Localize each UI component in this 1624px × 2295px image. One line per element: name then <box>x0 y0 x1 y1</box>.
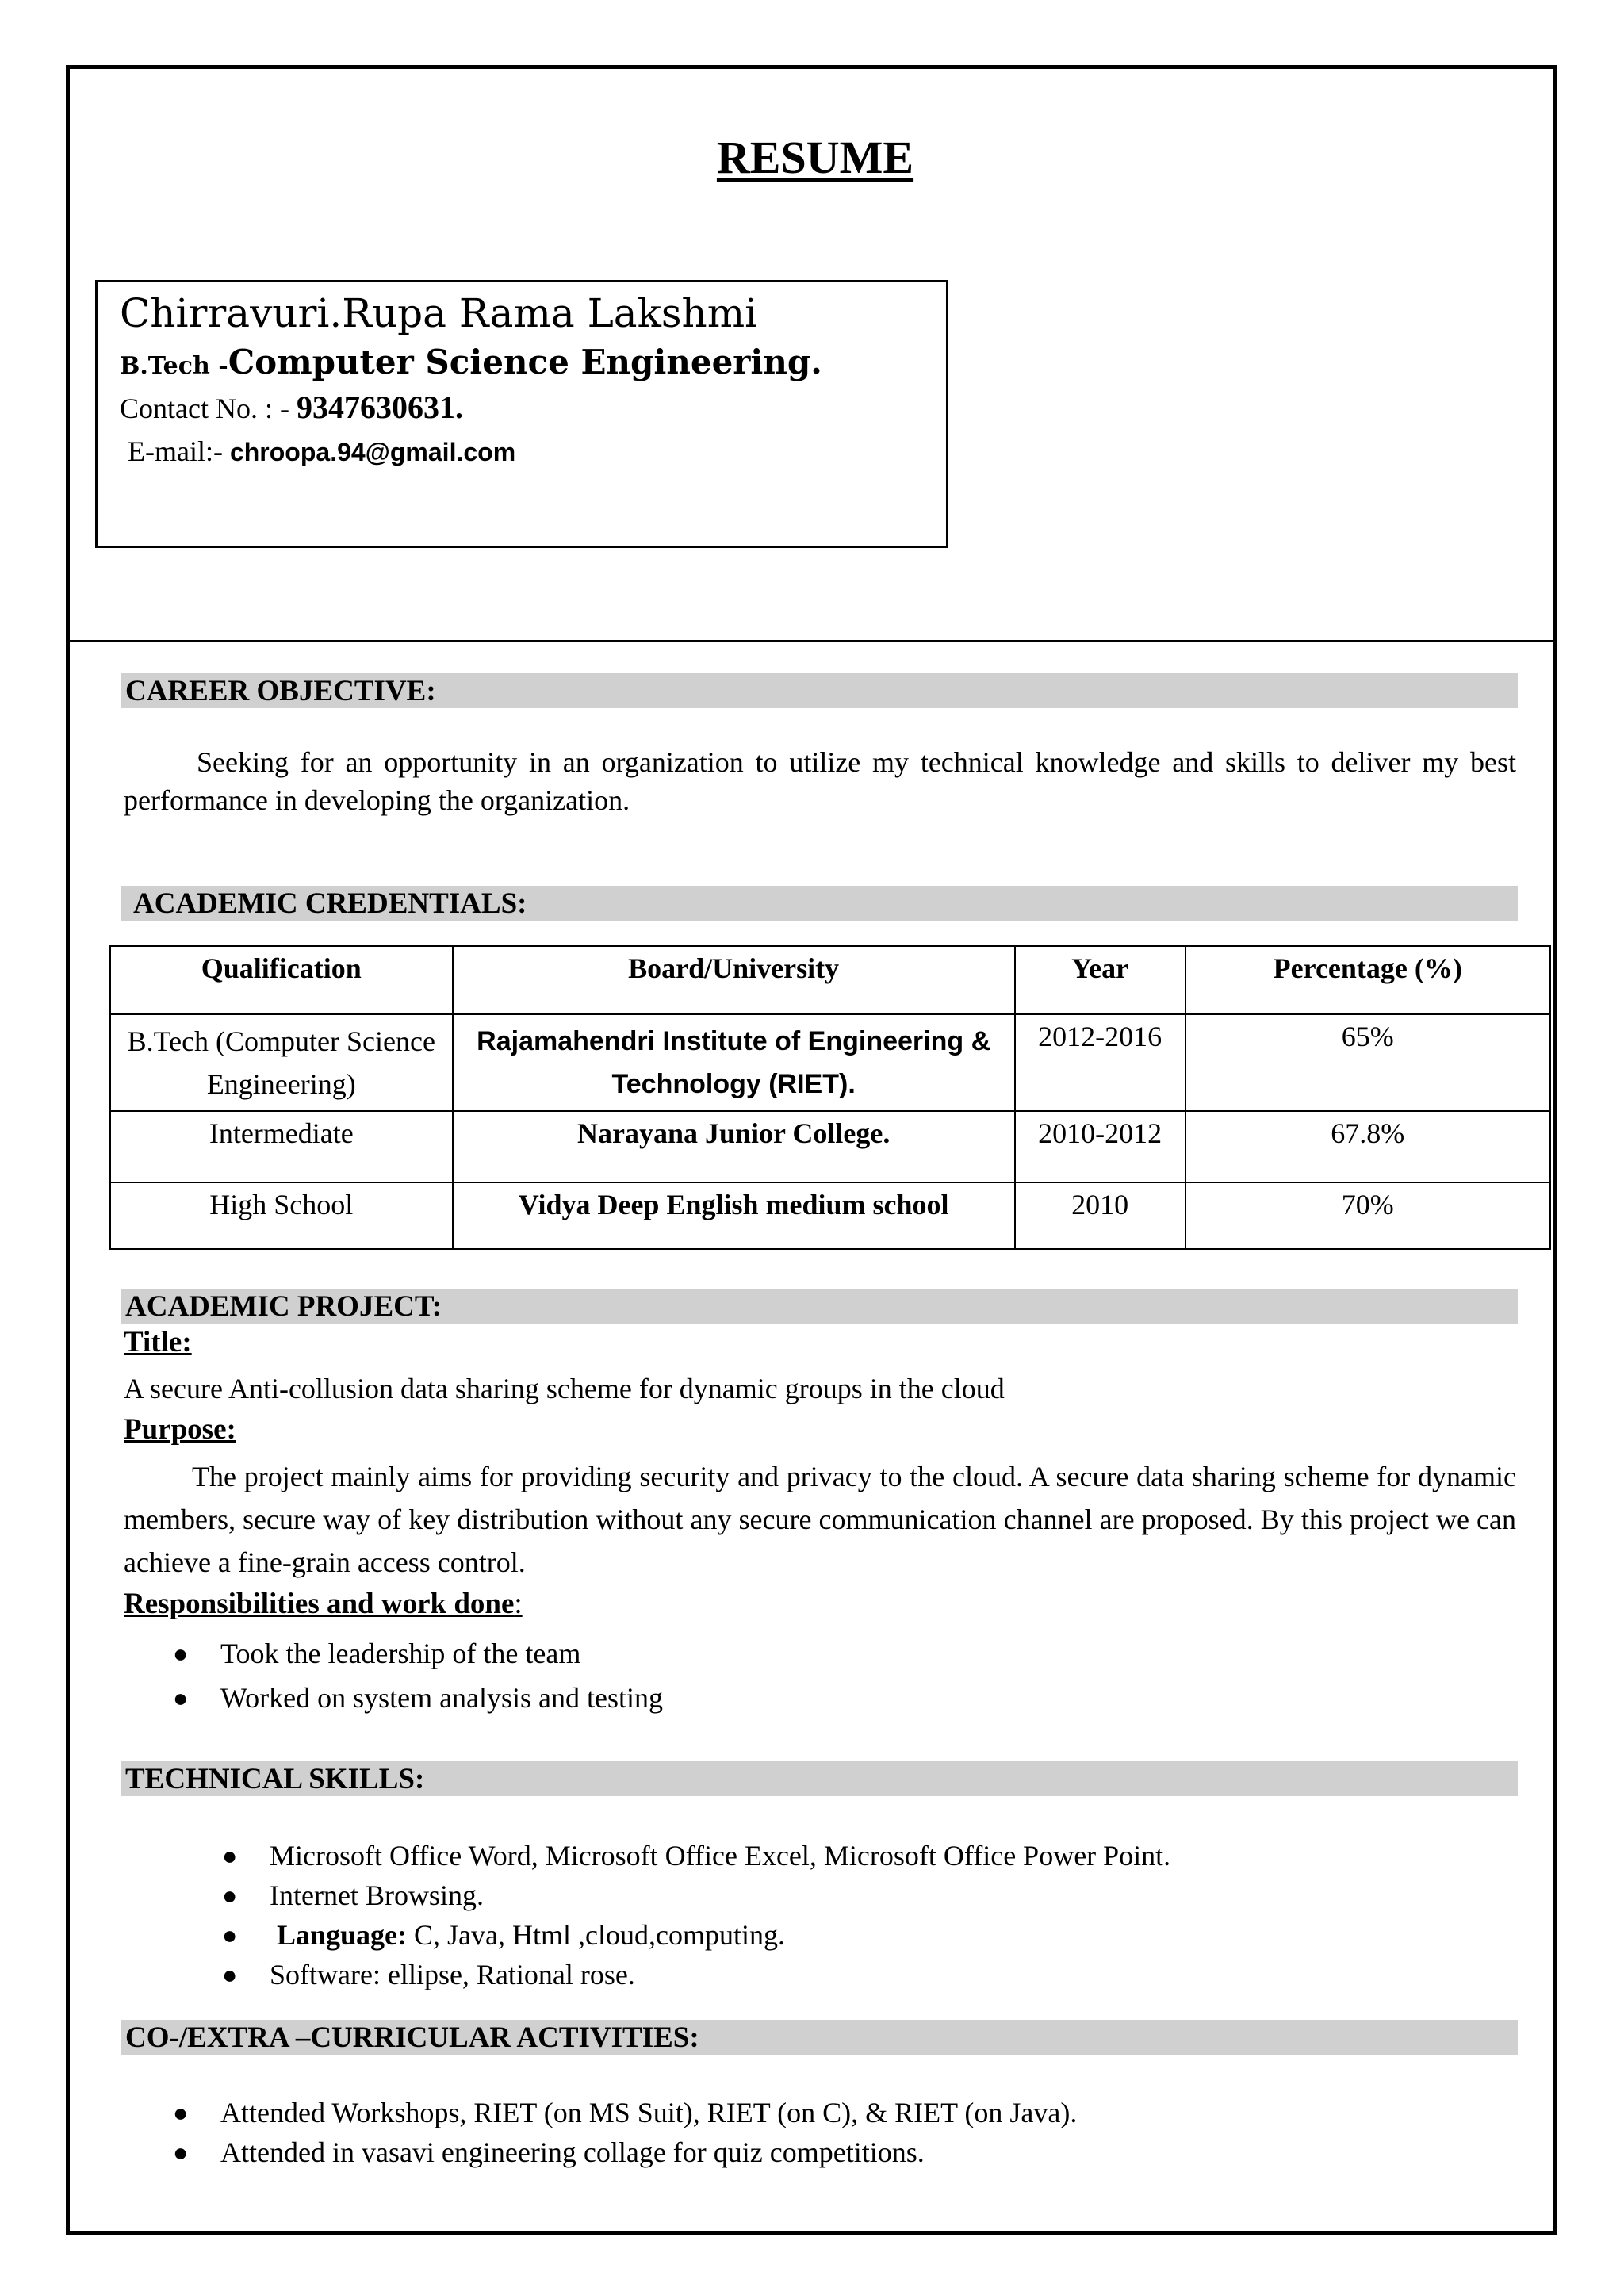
project-title-text: A secure Anti-collusion data sharing scheme for dynamic groups in the cloud <box>124 1373 1005 1404</box>
bullet-icon: ● <box>173 2138 189 2167</box>
activities-list <box>173 2093 1078 2172</box>
responsibilities-list <box>173 1631 664 1720</box>
list-item: ● Attended Workshops, RIET (on MS Suit), RIET (on C), & RIET (on Java). <box>220 2093 1077 2132</box>
board-cell: Narayana Junior College. <box>453 1111 1015 1182</box>
qualification-cell: B.Tech (Computer Science Engineering) <box>110 1014 453 1111</box>
list-item: ● Software: ellipse, Rational rose. <box>270 1955 1170 1994</box>
qualification-cell: High School <box>110 1182 453 1249</box>
list-item: ● Microsoft Office Word, Microsoft Office Excel, Microsoft Office Power Point. <box>270 1836 1170 1875</box>
board-cell: Vidya Deep English medium school <box>453 1182 1015 1249</box>
responsibilities-label: Responsibilities and work done: <box>124 1588 523 1620</box>
contact-card <box>95 280 948 548</box>
contact-line <box>120 389 463 426</box>
academic-project-heading: ACADEMIC PROJECT: <box>121 1289 1518 1324</box>
percentage-cell: 65% <box>1185 1014 1550 1111</box>
table-row <box>110 1111 1550 1182</box>
email-label: E-mail:- <box>128 435 230 467</box>
credentials-table <box>109 945 1551 1250</box>
list-item: ● Language: C, Java, Html ,cloud,computing. <box>270 1915 1170 1955</box>
list-item: ● Internet Browsing. <box>270 1875 1170 1915</box>
candidate-name: Chirravuri.Rupa Rama Lakshmi <box>120 290 758 336</box>
bullet-icon: ● <box>222 1841 238 1870</box>
column-header: Board/University <box>453 946 1015 1014</box>
bullet-icon: ● <box>222 1921 238 1949</box>
bullet-icon: ● <box>173 1684 189 1712</box>
project-purpose-label: Purpose: <box>124 1413 236 1446</box>
career-objective-text: Seeking for an opportunity in an organization to utilize my technical knowledge and skills to deliver my best performance in developing the organization. <box>124 746 1516 816</box>
degree-main: Computer Science Engineering. <box>228 343 822 381</box>
table-header-row <box>110 946 1550 1014</box>
percentage-cell: 67.8% <box>1185 1111 1550 1182</box>
email-line <box>128 435 515 468</box>
bullet-icon: ● <box>173 2098 189 2127</box>
table-row <box>110 1182 1550 1249</box>
column-header: Qualification <box>110 946 453 1014</box>
list-item: ● Attended in vasavi engineering collage for quiz competitions. <box>220 2132 1077 2172</box>
project-title-label: Title: <box>124 1326 192 1358</box>
resume-page <box>66 65 1557 2235</box>
column-header: Percentage (%) <box>1185 946 1550 1014</box>
career-objective-heading: CAREER OBJECTIVE: <box>121 673 1518 708</box>
degree-prefix: B.Tech - <box>120 352 228 380</box>
year-cell: 2010 <box>1015 1182 1185 1249</box>
column-header: Year <box>1015 946 1185 1014</box>
year-cell: 2012-2016 <box>1015 1014 1185 1111</box>
bullet-icon: ● <box>222 1881 238 1910</box>
bullet-icon: ● <box>222 1960 238 1989</box>
page-title: RESUME <box>716 132 914 183</box>
list-item: ● Worked on system analysis and testing <box>220 1676 663 1720</box>
year-cell: 2010-2012 <box>1015 1111 1185 1182</box>
academic-credentials-heading: ACADEMIC CREDENTIALS: <box>121 886 1518 921</box>
degree-line <box>120 343 822 381</box>
header-divider <box>66 640 1557 642</box>
contact-label: Contact No. : - <box>120 393 297 424</box>
board-cell: Rajamahendri Institute of Engineering & Technology (RIET). <box>453 1014 1015 1111</box>
table-row <box>110 1014 1550 1111</box>
bullet-icon: ● <box>173 1639 189 1668</box>
skills-list <box>222 1836 1171 1994</box>
project-purpose-text: The project mainly aims for providing security and privacy to the cloud. A secure data sharing scheme for dynamic members, secure way of key distribution without any secure communication channel are proposed. By this project we can achieve a fine-grain access control. <box>124 1461 1516 1578</box>
extracurricular-heading: CO-/EXTRA –CURRICULAR ACTIVITIES: <box>121 2020 1518 2055</box>
phone-number: 9347630631. <box>296 389 463 425</box>
qualification-cell: Intermediate <box>110 1111 453 1182</box>
percentage-cell: 70% <box>1185 1182 1550 1249</box>
list-item: ● Took the leadership of the team <box>220 1631 663 1676</box>
email-address[interactable]: chroopa.94@gmail.com <box>229 438 516 466</box>
technical-skills-heading: TECHNICAL SKILLS: <box>121 1761 1518 1796</box>
